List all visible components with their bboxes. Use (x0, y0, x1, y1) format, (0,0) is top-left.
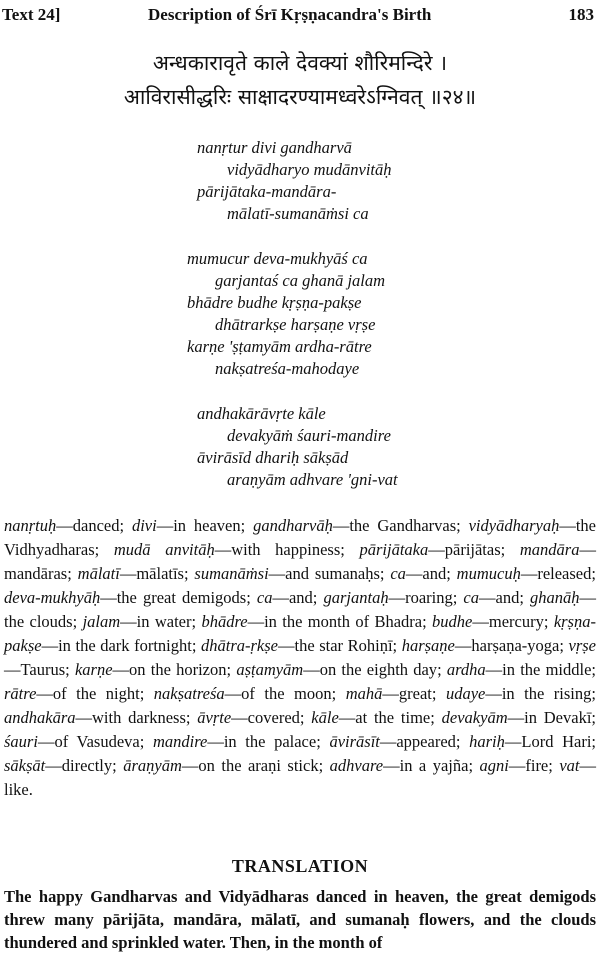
translation-text: The happy Gandharvas and Vidyādharas danced in heaven, the great demigods threw many pārijāta, mandāra, mālatī, and sumanaḥ flowers, and the clouds thundered and sprinkled water. Then, in the month of (4, 887, 596, 952)
synonym-word: jalam (82, 612, 121, 631)
verse-line: karṇe 'ṣṭamyām ardha-rātre (187, 337, 372, 356)
synonym-word: budhe (432, 612, 473, 631)
synonym-word: kāle (311, 708, 339, 727)
page-number: 183 (568, 5, 594, 24)
verse-line: mālatī-sumanāṁsi ca (227, 204, 369, 223)
synonym-meaning: and sumanaḥs (285, 564, 380, 583)
synonym-word: agni (479, 756, 509, 775)
chapter-title: Description of Śrī Kṛṣṇacandra's Birth (148, 5, 432, 24)
translation-heading: TRANSLATION (231, 856, 369, 876)
synonym-word: deva-mukhyāḥ (4, 588, 101, 607)
synonym-word: gandharvāḥ (253, 516, 333, 535)
synonym-word: garjantaḥ (323, 588, 389, 607)
verse-line: araṇyām adhvare 'gni-vat (227, 470, 398, 489)
synonym-meaning: Taurus (20, 660, 66, 679)
synonym-meaning: in water (136, 612, 192, 631)
synonym-word: āvṛte (197, 708, 232, 727)
synonym-word: divi (131, 516, 157, 535)
synonym-meaning: released (537, 564, 592, 583)
synonym-meaning: mercury (488, 612, 544, 631)
synonym-meaning: in a yajña (399, 756, 469, 775)
synonym-meaning: in the middle (502, 660, 592, 679)
synonym-meaning: the star Rohiṇī (294, 636, 393, 655)
synonym-word: pārijātaka (359, 540, 429, 559)
verse-line: nakṣatreśa-mahodaye (215, 359, 360, 378)
synonym-word: adhvare (329, 756, 384, 775)
synonym-word: harṣaṇe (401, 636, 455, 655)
synonym-meaning: on the araṇi stick (198, 756, 319, 775)
synonym-meaning: fire (525, 756, 549, 775)
synonym-word: vat (559, 756, 580, 775)
synonym-meaning: and (288, 588, 313, 607)
synonym-word: udaye (445, 684, 486, 703)
synonym-word: rātre (4, 684, 37, 703)
synonym-meaning: great (398, 684, 432, 703)
synonym-meaning: the Gandharvas (349, 516, 457, 535)
synonym-meaning: the clouds (4, 612, 73, 631)
synonym-meaning: in heaven (173, 516, 241, 535)
synonym-word: hariḥ (469, 732, 505, 751)
synonym-meaning: on the horizon (129, 660, 227, 679)
synonym-meaning: covered (247, 708, 300, 727)
synonym-meaning: mālatīs (136, 564, 184, 583)
verse-line: bhādre budhe kṛṣṇa-pakṣe (187, 293, 362, 312)
synonym-meaning: in the dark fortnight (58, 636, 192, 655)
synonym-word: mudā anvitāḥ (113, 540, 215, 559)
synonym-word: ca (390, 564, 406, 583)
synonym-word: ca (463, 588, 479, 607)
synonym-word: ghanāḥ (530, 588, 580, 607)
devanagari-line-1: अन्धकारावृते काले देवक्यां शौरिमन्दिरे । (152, 51, 448, 75)
synonym-meaning: with darkness (92, 708, 186, 727)
synonym-meaning: on the eighth day (319, 660, 438, 679)
synonym-word: bhādre (201, 612, 248, 631)
synonym-word: nakṣatreśa (153, 684, 225, 703)
verse-line: nanṛtur divi gandharvā (197, 138, 352, 157)
synonym-word: mahā (345, 684, 383, 703)
synonym-word: mandire (152, 732, 208, 751)
synonym-word: mumucuḥ (456, 564, 521, 583)
verse-line: āvirāsīd dhariḥ sākṣād (197, 448, 349, 467)
synonym-meaning: the Vidhyadharas (4, 516, 597, 559)
synonym-word: aṣṭamyām (236, 660, 304, 679)
synonym-meaning: in Devakī (524, 708, 592, 727)
word-for-word-synonyms (4, 514, 596, 802)
synonym-word: vṛṣe (568, 636, 596, 655)
verse-line: garjantaś ca ghanā jalam (215, 271, 386, 290)
synonym-meaning: of the night (52, 684, 140, 703)
synonym-word: mālatī (77, 564, 120, 583)
synonym-meaning: mandāras (4, 564, 68, 583)
synonym-word: sākṣāt (4, 756, 46, 775)
synonym-meaning: Lord Hari (521, 732, 592, 751)
synonym-word: devakyām (441, 708, 508, 727)
synonym-word: kṛṣṇa-pakṣe (4, 612, 596, 655)
synonym-meaning: of the moon (241, 684, 332, 703)
running-header (0, 0, 600, 30)
synonym-meaning: in the rising (501, 684, 592, 703)
devanagari-line-2: आविरासीद्धरिः साक्षादरण्यामध्वरेऽग्निवत् ॥२४॥ (123, 85, 477, 109)
synonym-word: karṇe (74, 660, 113, 679)
synonym-meaning: of Vasudeva (54, 732, 140, 751)
section-label: Text 24] (2, 5, 61, 24)
synonym-word: vidyādharyaḥ (468, 516, 560, 535)
synonym-meaning: harṣaṇa-yoga (471, 636, 560, 655)
synonym-meaning: like (4, 780, 29, 799)
synonym-meaning: in the month of Bhadra (264, 612, 423, 631)
verse-line: dhātrarkṣe harṣaṇe vṛṣe (215, 315, 376, 334)
verse-line: andhakārāvṛte kāle (197, 404, 326, 423)
verse-line: vidyādharyo mudānvitāḥ (227, 160, 392, 179)
synonym-word: āvirāsīt (329, 732, 380, 751)
verse-line: devakyāṁ śauri-mandire (227, 426, 391, 445)
synonym-meaning: danced (72, 516, 120, 535)
synonym-meaning: pārijātas (444, 540, 501, 559)
synonym-word: ardha (446, 660, 486, 679)
synonym-meaning: the great demigods (116, 588, 247, 607)
synonym-word: ca (256, 588, 273, 607)
verse-line: mumucur deva-mukhyāś ca (187, 249, 368, 268)
synonym-word: mandāra (519, 540, 580, 559)
synonym-meaning: directly (61, 756, 113, 775)
synonym-word: āraṇyām (123, 756, 182, 775)
synonym-word: nanṛtuḥ (4, 516, 57, 535)
synonym-meaning: at the time (355, 708, 431, 727)
synonym-word: śauri (4, 732, 38, 751)
synonym-word: andhakāra (4, 708, 76, 727)
synonym-meaning: appeared (396, 732, 456, 751)
synonym-word: dhātra-ṛkṣe (201, 636, 278, 655)
synonym-meaning: roaring (405, 588, 453, 607)
translation-body (4, 885, 596, 954)
synonyms-paragraph: nanṛtuḥ—danced; divi—in heaven; gandharvāḥ—the Gandharvas; vidyādharyaḥ—the Vidhyadharas; mudā anvitāḥ—with happiness; pārijātaka—pārijātas; mandāra—mandāras; mālatī—mālatīs; sumanāṁsi—and sumanaḥs; ca—and; mumucuḥ—released; deva-mukhyāḥ—the great demigods; ca—and; garjantaḥ—roaring; ca—and; ghanāḥ—the clouds; jalam—in water; bhādre—in the month of Bhadra; budhe—mercury; kṛṣṇa-pakṣe—in the dark fortnight; dhātra-ṛkṣe—the star Rohiṇī; harṣaṇe—harṣaṇa-yoga; vṛṣe—Taurus; karṇe—on the horizon; aṣṭamyām—on the eighth day; ardha—in the middle; rātre—of the night; nakṣatreśa—of the moon; mahā—great; udaye—in the rising; andhakāra—with darkness; āvṛte—covered; kāle—at the time; devakyām—in Devakī; śauri—of Vasudeva; mandire—in the palace; āvirāsīt—appeared; hariḥ—Lord Hari; sākṣāt—directly; āraṇyām—on the araṇi stick; adhvare—in a yajña; agni—fire; vat—like. (4, 516, 597, 799)
synonym-meaning: with happiness (231, 540, 341, 559)
synonym-meaning: and (422, 564, 447, 583)
synonym-meaning: in the palace (223, 732, 317, 751)
synonym-word: sumanāṁsi (194, 564, 269, 583)
verse-line: pārijātaka-mandāra- (197, 182, 337, 201)
synonym-meaning: and (495, 588, 520, 607)
